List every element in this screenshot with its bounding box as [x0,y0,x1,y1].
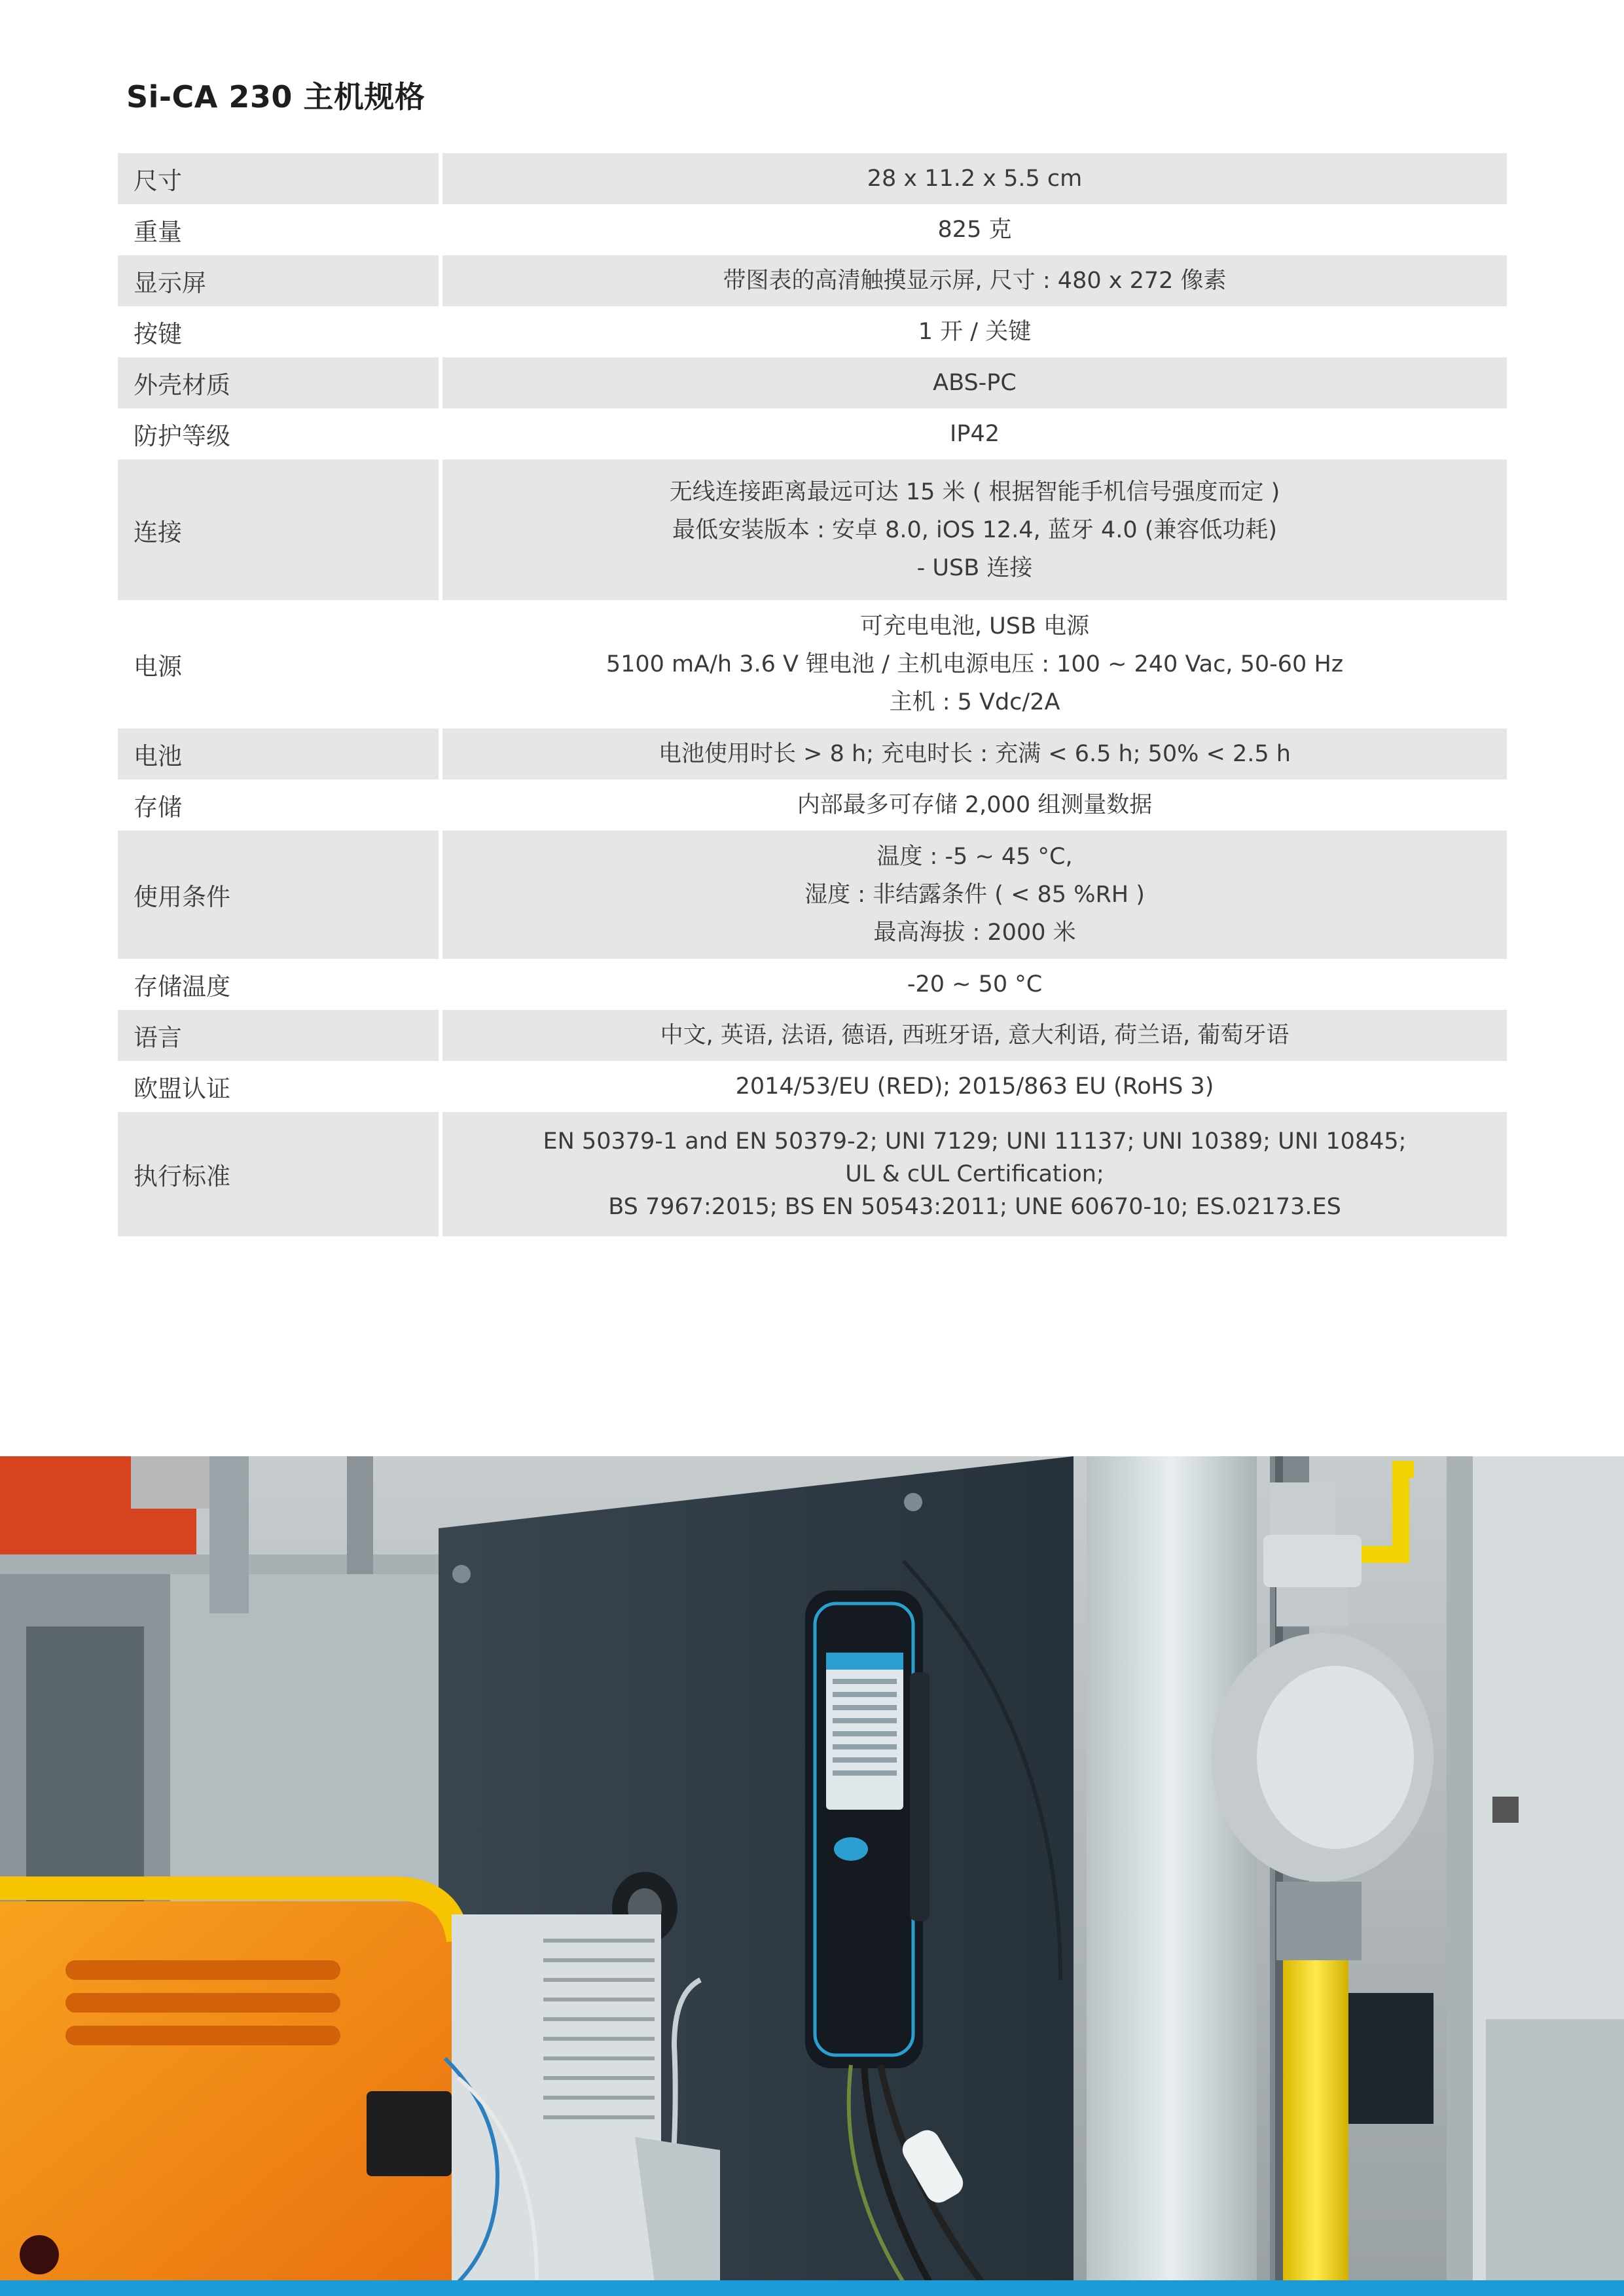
analyser-device [805,1590,929,2068]
spec-value-line: 温度 : -5 ~ 45 °C, [876,844,1073,870]
spec-value-line: EN 50379-1 and EN 50379-2; UNI 7129; UNI 11137; UNI 10389; UNI 10845; [543,1128,1407,1155]
spec-value-line: UL & cUL Certification; [845,1161,1104,1187]
spec-row [118,459,1507,600]
spec-row [118,1112,1507,1236]
spec-row [118,408,1507,459]
spec-value-line: 无线连接距离最远可达 15 米 ( 根据智能手机信号强度而定 ) [669,478,1280,505]
spec-label: 电池 [118,728,442,780]
spec-value [442,255,1507,306]
spec-label: 防护等级 [118,408,442,459]
spec-label: 外壳材质 [118,357,442,408]
spec-value [442,357,1507,408]
spec-row [118,153,1507,204]
spec-label: 尺寸 [118,153,442,204]
spec-row [118,780,1507,831]
spec-value-line: 中文, 英语, 法语, 德语, 西班牙语, 意大利语, 荷兰语, 葡萄牙语 [660,1022,1290,1049]
spec-value [442,1061,1507,1112]
spec-row [118,306,1507,357]
spec-value-line: 1 开 / 关键 [918,319,1032,345]
spec-value-line: -20 ~ 50 °C [907,971,1043,997]
spec-value-line: 最低安装版本 : 安卓 8.0, iOS 12.4, 蓝牙 4.0 (兼容低功耗) [672,516,1278,543]
spec-value-line: BS 7967:2015; BS EN 50543:2011; UNE 60670-10; ES.02173.ES [608,1194,1341,1220]
spec-row [118,728,1507,780]
product-photo [0,1456,1624,2282]
spec-value-line: 可充电电池, USB 电源 [859,613,1090,639]
spec-value-line: 2014/53/EU (RED); 2015/863 EU (RoHS 3) [735,1073,1214,1100]
page-title: Si-CA 230 主机规格 [126,79,425,115]
spec-row [118,1010,1507,1061]
spec-label: 欧盟认证 [118,1061,442,1112]
spec-value [442,306,1507,357]
spec-row [118,204,1507,255]
spec-value [442,459,1507,600]
spec-value-line: 电池使用时长 > 8 h; 充电时长 : 充满 < 6.5 h; 50% < 2.5 h [659,741,1291,767]
spec-row [118,959,1507,1010]
spec-label: 电源 [118,600,442,728]
spec-value-line: 28 x 11.2 x 5.5 cm [867,166,1083,192]
spec-value [442,1112,1507,1236]
spec-label: 存储 [118,780,442,831]
spec-row [118,831,1507,959]
spec-value-line: 5100 mA/h 3.6 V 锂电池 / 主机电源电压 : 100 ~ 240 Vac, 50-60 Hz [605,651,1344,677]
spec-value [442,959,1507,1010]
spec-value [442,600,1507,728]
accent-bar [0,2280,1624,2296]
spec-value [442,780,1507,831]
spec-value-line: - USB 连接 [916,554,1033,581]
spec-value-line: 主机 : 5 Vdc/2A [889,689,1060,715]
spec-value [442,408,1507,459]
spec-row [118,255,1507,306]
spec-value [442,204,1507,255]
spec-label: 按键 [118,306,442,357]
spec-value [442,153,1507,204]
spec-label: 语言 [118,1010,442,1061]
spec-label: 存储温度 [118,959,442,1010]
spec-value-line: IP42 [950,421,1000,447]
white-pipe [1087,1456,1257,2282]
spec-label: 使用条件 [118,831,442,959]
spec-value-line: ABS-PC [933,370,1017,396]
spec-value [442,831,1507,959]
spec-value [442,728,1507,780]
device-button [834,1837,868,1861]
spec-row [118,1061,1507,1112]
spec-label: 执行标准 [118,1112,442,1236]
spec-label: 重量 [118,204,442,255]
spec-label: 连接 [118,459,442,600]
spec-value-line: 内部最多可存储 2,000 组测量数据 [797,792,1153,818]
spec-value-line: 带图表的高清触摸显示屏, 尺寸 : 480 x 272 像素 [723,268,1227,294]
spec-value [442,1010,1507,1061]
spec-row [118,357,1507,408]
spec-value-line: 最高海拔 : 2000 米 [873,920,1076,946]
orange-burner [0,1888,458,2282]
spec-table [118,153,1507,1236]
spec-row [118,600,1507,728]
spec-label: 显示屏 [118,255,442,306]
spec-value-line: 湿度 : 非结露条件 ( < 85 %RH ) [804,882,1145,908]
spec-value-line: 825 克 [937,217,1012,243]
